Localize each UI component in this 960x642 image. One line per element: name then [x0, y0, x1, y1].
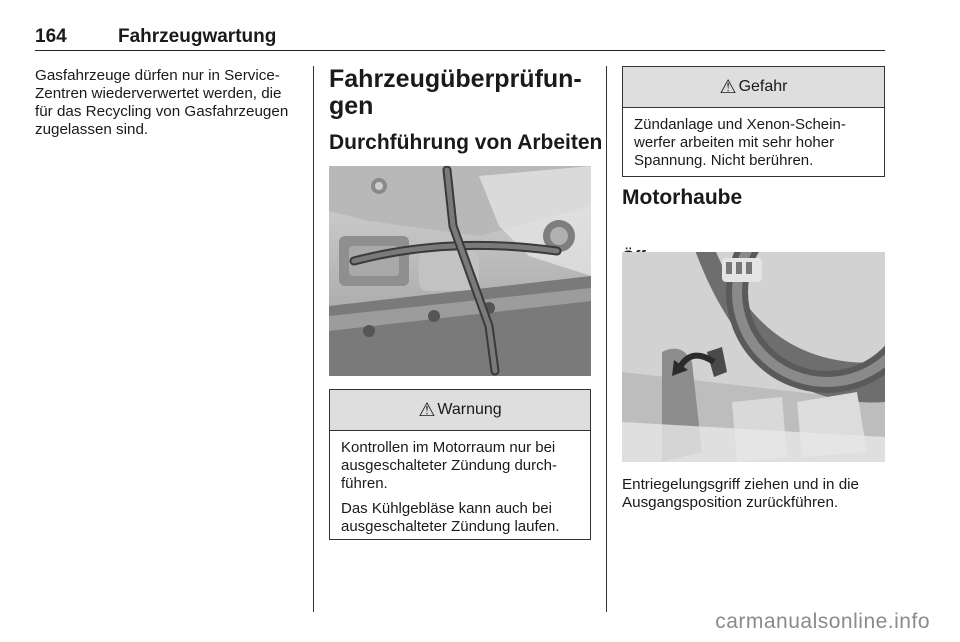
heading-line: gen [329, 92, 374, 120]
column-divider-right [606, 66, 607, 612]
heading-line: Fahrzeugüberprüfun- [329, 65, 582, 93]
danger-box [622, 66, 885, 177]
warning-triangle-icon: ⚠ [418, 399, 436, 421]
warning-box-header [330, 390, 590, 431]
text-line: Das Kühlgebläse kann auch bei [341, 500, 552, 517]
text-line: Spannung. Nicht berühren. [634, 152, 814, 169]
release-lever-photo [622, 252, 885, 462]
text-line: werfer arbeiten mit sehr hoher [634, 134, 835, 151]
page-number: 164 [35, 26, 67, 47]
text-line: Gasfahrzeuge dürfen nur in Service- [35, 67, 280, 84]
column-divider-left [313, 66, 314, 612]
danger-title: Gefahr [738, 78, 788, 95]
engine-bay-illustration [329, 166, 591, 376]
danger-box-header [623, 67, 884, 108]
text-line: Entriegelungsgriff ziehen und in die [622, 476, 859, 493]
text-line: Zündanlage und Xenon-Schein- [634, 116, 846, 133]
engine-bay-photo [329, 166, 591, 376]
warning-title: Warnung [437, 401, 502, 418]
text-line: führen. [341, 475, 388, 492]
text-line: zugelassen sind. [35, 121, 149, 138]
performing-work-subheading: Durchführung von Arbeiten [329, 131, 603, 154]
watermark: carmanualsonline.info [715, 610, 930, 633]
text-line: für das Recycling von Gasfahrzeugen [35, 103, 289, 120]
text-line: ausgeschalteter Zündung laufen. [341, 518, 560, 535]
release-caption [622, 476, 887, 512]
warning-box-body [330, 431, 590, 551]
recycling-paragraph [35, 67, 305, 139]
text-line: Zentren wiederverwertet werden, die [35, 85, 282, 102]
text-line: ausgeschalteter Zündung durch- [341, 457, 557, 474]
vehicle-checks-heading [329, 66, 599, 120]
warning-box [329, 389, 591, 540]
text-line: Ausgangsposition zurückführen. [622, 494, 839, 511]
section-title: Fahrzeugwartung [118, 26, 277, 47]
warning-paragraph [341, 439, 579, 493]
release-lever-illustration [622, 252, 885, 462]
warning-paragraph [341, 500, 579, 536]
warning-triangle-icon: ⚠ [719, 76, 737, 98]
text-line: Kontrollen im Motorraum nur bei [341, 439, 556, 456]
header-divider [35, 50, 885, 51]
bonnet-heading: Motorhaube [622, 186, 743, 209]
danger-box-body [623, 108, 884, 178]
